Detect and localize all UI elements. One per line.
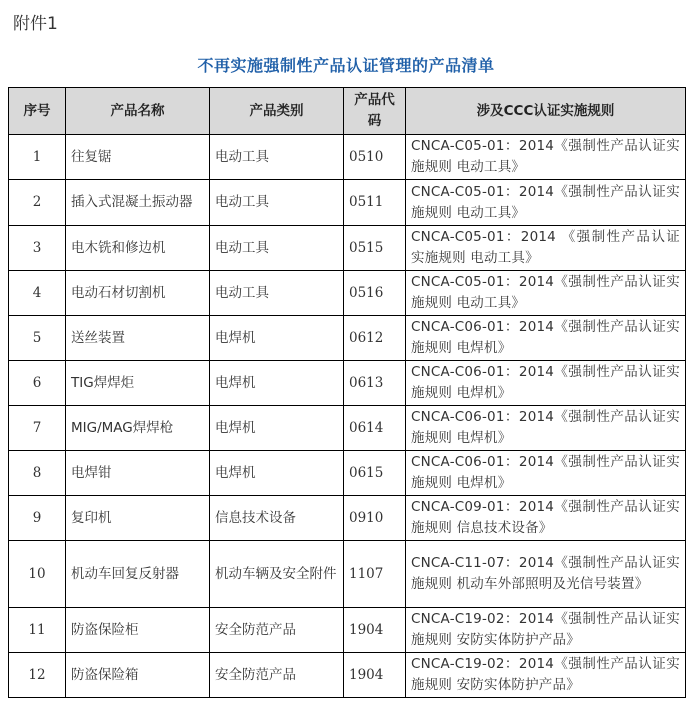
- document-title: 不再实施强制性产品认证管理的产品清单: [197, 56, 495, 75]
- cell-category: 电焊机: [210, 361, 344, 406]
- cell-category: 电动工具: [210, 226, 344, 271]
- cell-rule: CNCA-C06-01：2014《强制性产品认证实施规则 电焊机》: [406, 451, 686, 496]
- cell-seq: 9: [9, 496, 66, 541]
- cell-code: 0615: [344, 451, 406, 496]
- cell-rule: CNCA-C05-01：2014《强制性产品认证实施规则 电动工具》: [406, 271, 686, 316]
- cell-rule: CNCA-C05-01：2014《强制性产品认证实施规则 电动工具》: [406, 180, 686, 226]
- cell-code: 1904: [344, 608, 406, 653]
- attachment-label: 附件1: [13, 14, 58, 34]
- cell-category: 电焊机: [210, 451, 344, 496]
- cell-name: 电焊钳: [66, 451, 210, 496]
- header-name: 产品名称: [66, 88, 210, 135]
- cell-category: 电焊机: [210, 316, 344, 361]
- cell-code: 0515: [344, 226, 406, 271]
- cell-name: 复印机: [66, 496, 210, 541]
- table-row: [9, 608, 686, 653]
- cell-name: 往复锯: [66, 135, 210, 180]
- cell-seq: 11: [9, 608, 66, 653]
- table-header-row: [9, 88, 686, 135]
- table-row: [9, 496, 686, 541]
- table-row: [9, 226, 686, 271]
- cell-code: 1107: [344, 541, 406, 608]
- cell-name: 电木铣和修边机: [66, 226, 210, 271]
- header-rule: 涉及CCC认证实施规则: [406, 88, 686, 135]
- cell-code: 1904: [344, 653, 406, 698]
- header-category: 产品类别: [210, 88, 344, 135]
- cell-name: 电动石材切割机: [66, 271, 210, 316]
- cell-category: 信息技术设备: [210, 496, 344, 541]
- table-row: [9, 653, 686, 698]
- cell-category: 安全防范产品: [210, 653, 344, 698]
- cell-name: 防盗保险箱: [66, 653, 210, 698]
- cell-seq: 5: [9, 316, 66, 361]
- cell-rule: CNCA-C19-02：2014《强制性产品认证实施规则 安防实体防护产品》: [406, 608, 686, 653]
- table-row: [9, 541, 686, 608]
- cell-seq: 4: [9, 271, 66, 316]
- cell-rule: CNCA-C06-01：2014《强制性产品认证实施规则 电焊机》: [406, 406, 686, 451]
- cell-rule: CNCA-C09-01：2014《强制性产品认证实施规则 信息技术设备》: [406, 496, 686, 541]
- cell-category: 电焊机: [210, 406, 344, 451]
- cell-seq: 1: [9, 135, 66, 180]
- table-row: [9, 316, 686, 361]
- cell-seq: 12: [9, 653, 66, 698]
- table-row: [9, 271, 686, 316]
- header-code: 产品代码: [344, 88, 406, 135]
- cell-seq: 3: [9, 226, 66, 271]
- header-seq: 序号: [9, 88, 66, 135]
- table-row: [9, 135, 686, 180]
- cell-code: 0612: [344, 316, 406, 361]
- cell-category: 电动工具: [210, 135, 344, 180]
- cell-seq: 2: [9, 180, 66, 226]
- cell-name: 机动车回复反射器: [66, 541, 210, 608]
- table-row: [9, 361, 686, 406]
- cell-name: 插入式混凝土振动器: [66, 180, 210, 226]
- cell-rule: CNCA-C05-01：2014 《强制性产品认证实施规则 电动工具》: [406, 226, 686, 271]
- cell-code: 0516: [344, 271, 406, 316]
- table-row: [9, 180, 686, 226]
- cell-rule: CNCA-C11-07：2014《强制性产品认证实施规则 机动车外部照明及光信号装置》: [406, 541, 686, 608]
- cell-code: 0910: [344, 496, 406, 541]
- cell-code: 0614: [344, 406, 406, 451]
- cell-rule: CNCA-C05-01：2014《强制性产品认证实施规则 电动工具》: [406, 135, 686, 180]
- cell-code: 0613: [344, 361, 406, 406]
- product-list-table: [8, 87, 686, 698]
- cell-code: 0510: [344, 135, 406, 180]
- cell-name: 送丝装置: [66, 316, 210, 361]
- cell-category: 电动工具: [210, 271, 344, 316]
- cell-name: MIG/MAG焊焊枪: [66, 406, 210, 451]
- cell-seq: 8: [9, 451, 66, 496]
- cell-rule: CNCA-C19-02：2014《强制性产品认证实施规则 安防实体防护产品》: [406, 653, 686, 698]
- table-row: [9, 406, 686, 451]
- cell-code: 0511: [344, 180, 406, 226]
- table-row: [9, 451, 686, 496]
- cell-seq: 10: [9, 541, 66, 608]
- cell-category: 电动工具: [210, 180, 344, 226]
- cell-seq: 6: [9, 361, 66, 406]
- cell-name: TIG焊焊炬: [66, 361, 210, 406]
- cell-name: 防盗保险柜: [66, 608, 210, 653]
- cell-category: 安全防范产品: [210, 608, 344, 653]
- cell-rule: CNCA-C06-01：2014《强制性产品认证实施规则 电焊机》: [406, 316, 686, 361]
- cell-category: 机动车辆及安全附件: [210, 541, 344, 608]
- cell-rule: CNCA-C06-01：2014《强制性产品认证实施规则 电焊机》: [406, 361, 686, 406]
- cell-seq: 7: [9, 406, 66, 451]
